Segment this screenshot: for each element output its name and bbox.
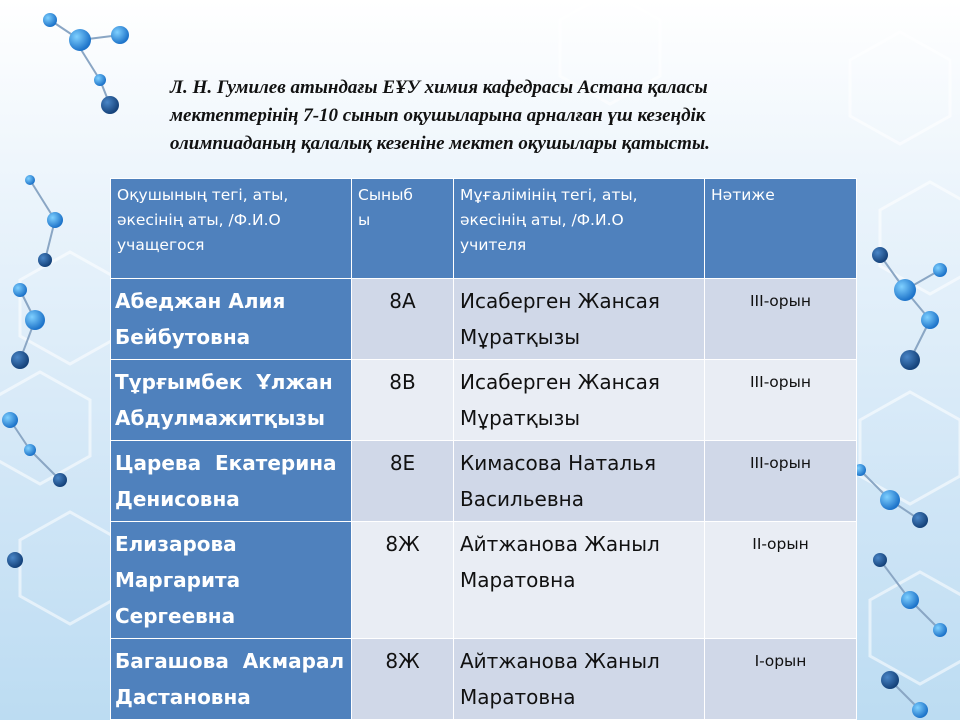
header-grade xyxy=(352,179,454,279)
table-header-row xyxy=(111,179,857,279)
name-line: Айтжанова Жаныл xyxy=(460,532,660,556)
header-line: учителя xyxy=(460,236,527,254)
result-cell: ІІІ-орын xyxy=(705,360,857,441)
grade-cell: 8Ж xyxy=(352,522,454,639)
title-line: олимпиаданың қалалық кезеніне мектеп оқушылары қатысты. xyxy=(170,133,710,154)
results-table xyxy=(110,178,857,720)
name-line: Исаберген Жансая xyxy=(460,370,660,394)
header-line: Мұғалімінің тегі, аты, xyxy=(460,186,638,204)
result-cell: ІІІ-орын xyxy=(705,441,857,522)
teacher-name xyxy=(454,279,705,360)
header-line: әкесінің аты, /Ф.И.О xyxy=(117,211,281,229)
slide-title xyxy=(170,74,870,158)
name-line: Елизарова xyxy=(115,532,237,556)
table-row xyxy=(111,360,857,441)
student-name xyxy=(111,441,352,522)
student-name xyxy=(111,639,352,720)
teacher-name xyxy=(454,639,705,720)
name-line: Мұратқызы xyxy=(460,325,580,349)
result-cell: ІІ-орын xyxy=(705,522,857,639)
grade-cell: 8Ж xyxy=(352,639,454,720)
grade-cell: 8А xyxy=(352,279,454,360)
header-teacher xyxy=(454,179,705,279)
grade-cell: 8Е xyxy=(352,441,454,522)
student-name xyxy=(111,279,352,360)
table-row xyxy=(111,639,857,720)
header-line: Оқушының тегі, аты, xyxy=(117,186,289,204)
name-line: Бейбутовна xyxy=(115,325,251,349)
teacher-name xyxy=(454,360,705,441)
name-line: Исаберген Жансая xyxy=(460,289,660,313)
header-line: Нәтиже xyxy=(711,186,775,204)
header-line: Сыныб xyxy=(358,186,413,204)
result-cell: ІІІ-орын xyxy=(705,279,857,360)
name-line: Денисовна xyxy=(115,487,240,511)
header-line: учащегося xyxy=(117,236,205,254)
title-line: мектептерінің 7-10 сынып оқушыларына арналған үш кезеңдік xyxy=(170,105,706,126)
student-name xyxy=(111,522,352,639)
table-row xyxy=(111,441,857,522)
name-line: Маргарита xyxy=(115,568,241,592)
name-line: Маратовна xyxy=(460,568,576,592)
grade-cell: 8В xyxy=(352,360,454,441)
header-line: әкесінің аты, /Ф.И.О xyxy=(460,211,624,229)
table-row xyxy=(111,522,857,639)
header-line: ы xyxy=(358,211,371,229)
result-cell: І-орын xyxy=(705,639,857,720)
name-line: Кимасова Наталья xyxy=(460,451,656,475)
name-line: Васильевна xyxy=(460,487,584,511)
name-line: Багашова Акмарал xyxy=(115,649,345,673)
header-student xyxy=(111,179,352,279)
name-line: Абеджан Алия xyxy=(115,289,286,313)
teacher-name xyxy=(454,441,705,522)
name-line: Царева Екатерина xyxy=(115,451,337,475)
teacher-name xyxy=(454,522,705,639)
title-line: Л. Н. Гумилев атындағы ЕҰУ химия кафедрасы Астана қаласы xyxy=(170,77,708,98)
name-line: Сергеевна xyxy=(115,604,236,628)
header-result xyxy=(705,179,857,279)
name-line: Айтжанова Жаныл xyxy=(460,649,660,673)
name-line: Маратовна xyxy=(460,685,576,709)
table-row xyxy=(111,279,857,360)
name-line: Абдулмажитқызы xyxy=(115,406,325,430)
name-line: Дастановна xyxy=(115,685,251,709)
student-name xyxy=(111,360,352,441)
name-line: Тұрғымбек Ұлжан xyxy=(115,370,333,394)
name-line: Мұратқызы xyxy=(460,406,580,430)
